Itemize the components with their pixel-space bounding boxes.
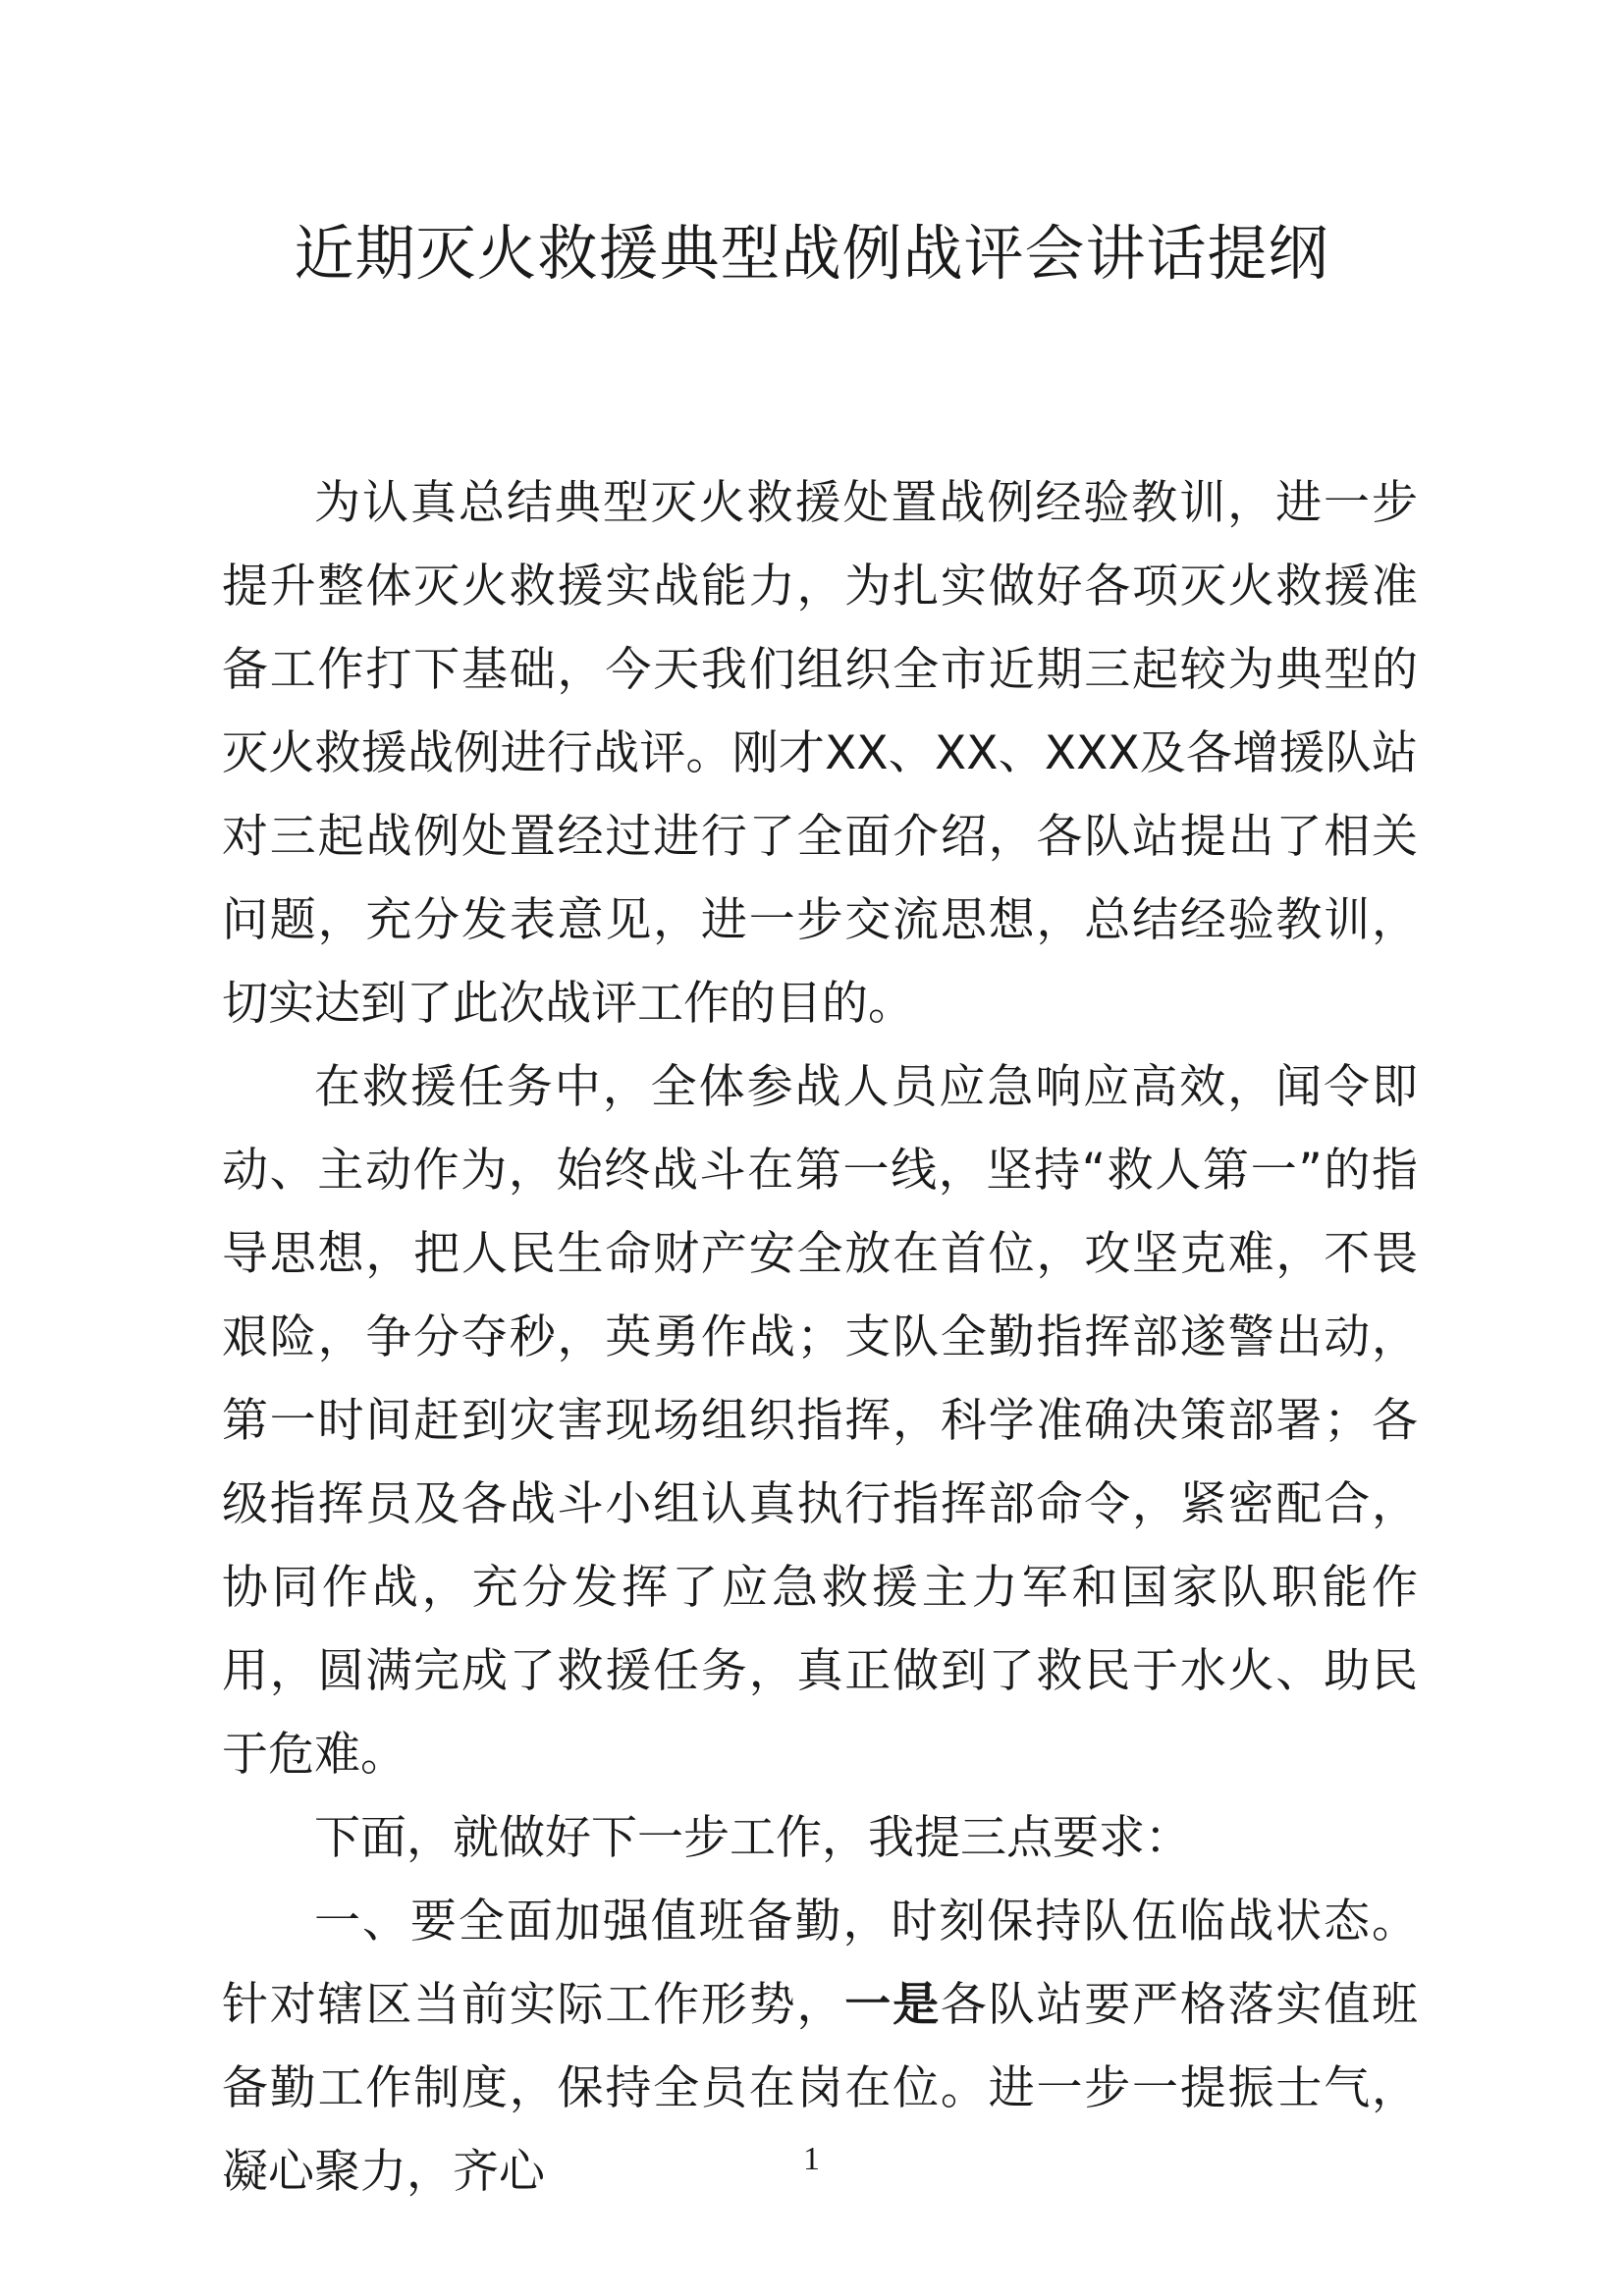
paragraph-intro: 为认真总结典型灭火救援处置战例经验教训，进一步提升整体灭火救援实战能力，为扎实做好各项灭火救援准备工作打下基础，今天我们组织全市近期三起较为典型的灭火救援战例进行战评。刚才XX、XX、XXX及各增援队站对三起战例处置经过进行了全面介绍，各队站提出了相关问题，充分发表意见，进一步交流思想，总结经验教训，切实达到了此次战评工作的目的。 (222, 476, 1418, 1031)
requirement-one-text: 各队站要严格落实值班备勤工作制度，保持全员在岗在位。进一步一提振士气，凝心聚力，齐心 (222, 1978, 1419, 2199)
paragraph-rescue-summary: 在救援任务中，全体参战人员应急响应高效，闻令即动、主动作为，始终战斗在第一线，坚持“救人第一”的指导思想，把人民生命财产安全放在首位，攻坚克难，不畏艰险，争分夺秒，英勇作战；支队全勤指挥部遂警出动，第一时间赶到灾害现场组织指挥，科学准确决策部署；各级指挥员及各战斗小组认真执行指挥部命令，紧密配合，协同作战，充分发挥了应急救援主力军和国家队职能作用，圆满完成了救援任务，真正做到了救民于水火、助民于危难。 (222, 1060, 1418, 1782)
document-body (222, 461, 1418, 2214)
page-number: 1 (803, 2141, 820, 2177)
requirement-one-lead: 一、要全面加强值班备勤，时刻保持队伍临战状态。针对辖区当前实际工作形势， (222, 1895, 1418, 2032)
requirement-one-point-label: 一是 (844, 1978, 941, 2032)
document-title: 近期灭火救援典型战例战评会讲话提纲 (294, 219, 1329, 289)
paragraph-requirements-intro: 下面，就做好下一步工作，我提三点要求： (314, 1811, 1191, 1865)
